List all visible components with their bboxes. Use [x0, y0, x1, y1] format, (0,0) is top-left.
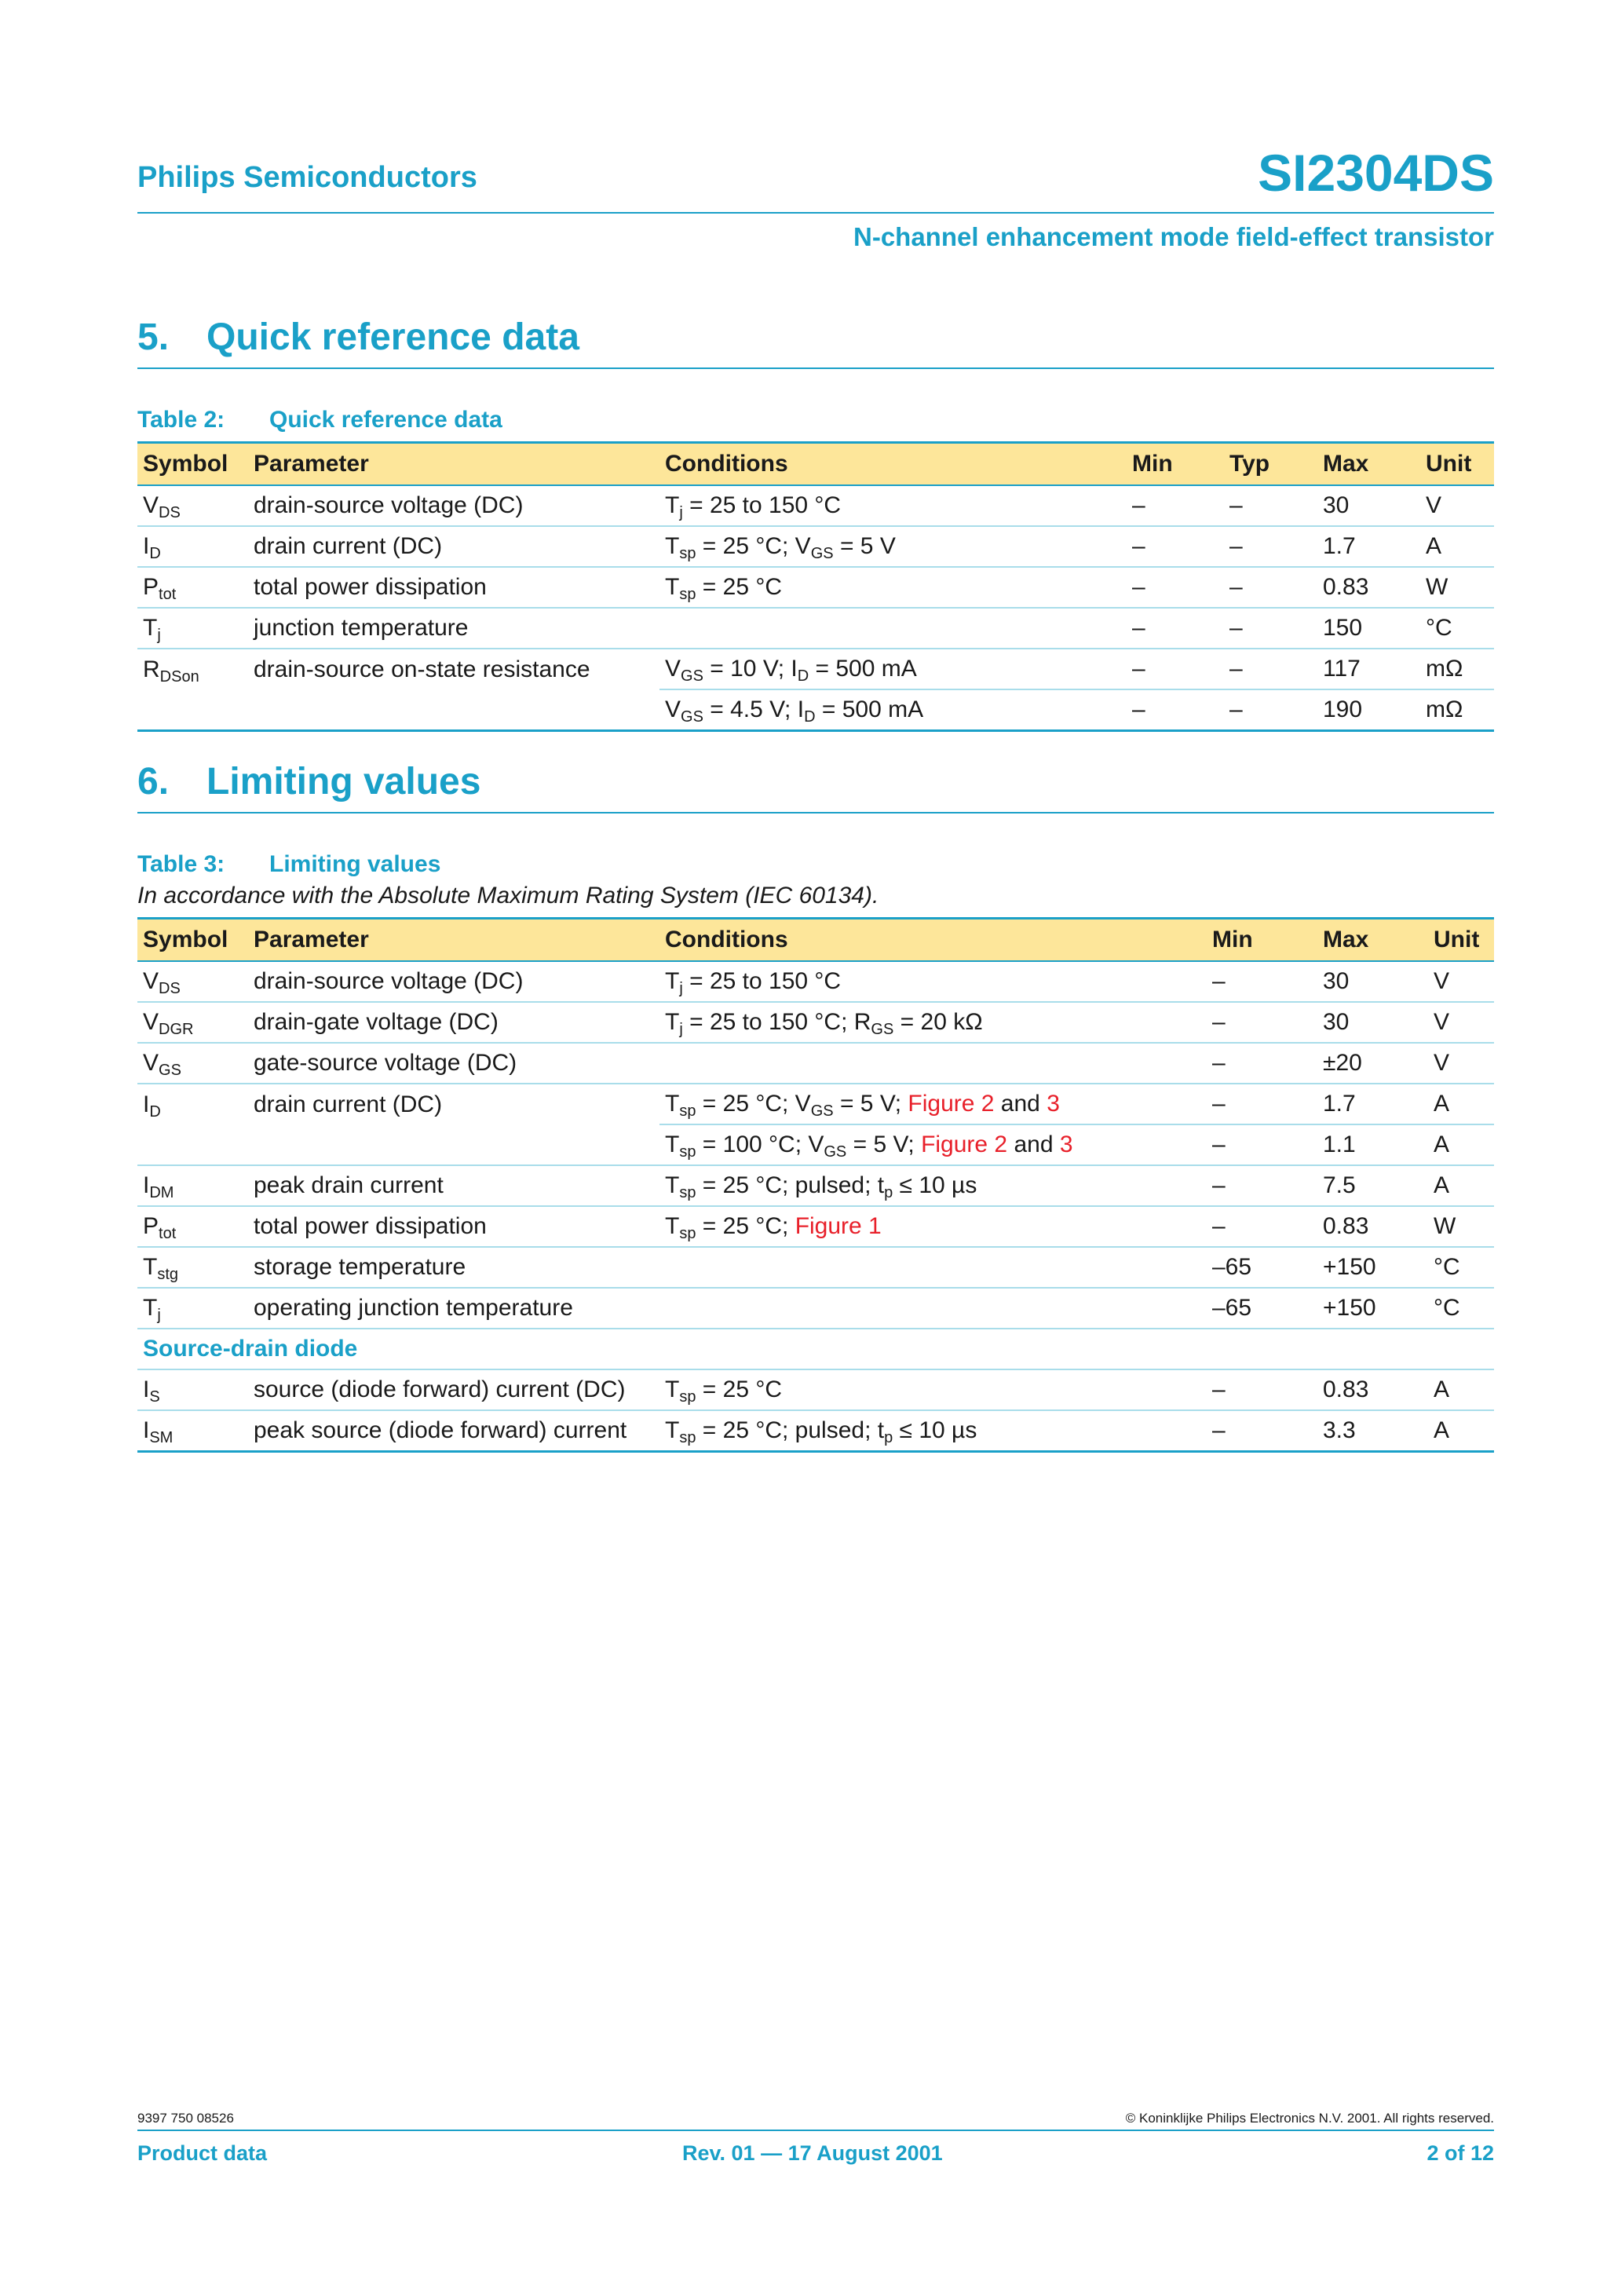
symbol-subscript: DS: [159, 980, 181, 997]
min-cell: –: [1207, 1410, 1317, 1452]
unit-cell: °C: [1428, 1288, 1494, 1329]
parameter-cell: total power dissipation: [248, 1206, 659, 1247]
max-cell: 1.1: [1317, 1124, 1428, 1165]
subscript: sp: [679, 1225, 696, 1242]
parameter-cell: peak source (diode forward) current: [248, 1410, 659, 1452]
subscript: GS: [810, 1102, 834, 1120]
parameter-cell: drain-gate voltage (DC): [248, 1002, 659, 1043]
symbol-cell: $I_S$: [137, 1369, 248, 1410]
typ-cell: –: [1224, 567, 1317, 608]
unit-cell: A: [1428, 1410, 1494, 1452]
column-header: Unit: [1428, 919, 1494, 962]
document-number: 9397 750 08526: [137, 2111, 234, 2126]
column-header: Unit: [1420, 443, 1494, 486]
symbol-cell: $V_{DGR}$: [137, 1002, 248, 1043]
conditions-cell: $T_j = 25$ to 150 °C: [659, 961, 1207, 1002]
typ-cell: –: [1224, 526, 1317, 567]
symbol-subscript: GS: [159, 1062, 181, 1079]
conditions-cell: $T_{sp} = 25$ °C; pulsed; $t_p \le 10$ µs: [659, 1410, 1207, 1452]
subscript: sp: [679, 1388, 696, 1406]
min-cell: –: [1127, 689, 1224, 731]
symbol-cell: $I_D$: [143, 1091, 161, 1121]
table-row: [137, 1165, 1494, 1206]
min-cell: –: [1207, 1084, 1317, 1124]
section-heading: Limiting values: [206, 761, 481, 803]
table-header-row: [137, 919, 1494, 962]
subscript: sp: [679, 1143, 696, 1161]
conditions-cell: $T_{sp} = 25$ °C: [659, 567, 1127, 608]
table-row: [137, 1410, 1494, 1452]
conditions-cell: [659, 1247, 1207, 1288]
table-2-caption: [137, 407, 502, 433]
conditions-cell: $T_j = 25$ to 150 °C: [659, 485, 1127, 526]
conditions-cell: $T_j = 25$ to 150 °C; $R_{GS} = 20$ kΩ: [659, 1002, 1207, 1043]
source-drain-diode-heading: Source-drain diode: [137, 1329, 1494, 1369]
subscript: j: [679, 980, 683, 997]
symbol-cell: $V_{GS}$: [137, 1043, 248, 1084]
unit-cell: A: [1428, 1084, 1494, 1124]
subscript: p: [884, 1429, 893, 1446]
symbol-subscript: tot: [159, 586, 177, 603]
section-5-title: [137, 316, 579, 359]
symbol-subscript: DM: [149, 1184, 174, 1201]
symbol-subscript: D: [149, 1102, 161, 1121]
symbol-subscript: DSon: [159, 667, 199, 686]
min-cell: –: [1207, 1002, 1317, 1043]
column-header: Parameter: [248, 443, 659, 486]
min-cell: –: [1127, 608, 1224, 649]
subscript: D: [797, 667, 809, 685]
unit-cell: mΩ: [1420, 689, 1494, 731]
symbol-subscript: DS: [159, 504, 181, 521]
unit-cell: V: [1428, 1002, 1494, 1043]
typ-cell: –: [1224, 689, 1317, 731]
symbol-cell: $I_D$: [137, 526, 248, 567]
figure-reference-link[interactable]: Figure 2: [921, 1132, 1008, 1157]
subheading-row: [137, 1329, 1494, 1369]
company-name: Philips Semiconductors: [137, 161, 477, 194]
table-row: [137, 1043, 1494, 1084]
subscript: sp: [679, 545, 696, 562]
max-cell: 7.5: [1317, 1165, 1428, 1206]
max-cell: 150: [1317, 608, 1420, 649]
conditions-cell: $V_{GS} = 4.5$ V; $I_D = 500$ mA: [659, 689, 1127, 731]
max-cell: 1.7: [1317, 1084, 1428, 1124]
subscript: sp: [679, 1429, 696, 1446]
symbol-cell: $T_j$: [137, 1288, 248, 1329]
conditions-cell: [659, 1043, 1207, 1084]
column-header: Min: [1207, 919, 1317, 962]
table-row: [137, 1288, 1494, 1329]
table-row: [137, 608, 1494, 649]
header-divider: [137, 212, 1494, 214]
parameter-cell: peak drain current: [248, 1165, 659, 1206]
table-title: Limiting values: [269, 851, 441, 877]
symbol-subscript: SM: [149, 1429, 174, 1446]
column-header: Max: [1317, 443, 1420, 486]
table-row: [137, 1247, 1494, 1288]
document-status: Product data: [137, 2141, 268, 2165]
column-header: Parameter: [248, 919, 659, 962]
table-row: [137, 961, 1494, 1002]
revision-date: Rev. 01 — 17 August 2001: [682, 2141, 943, 2165]
table-row: [137, 485, 1494, 526]
parameter-cell: drain current (DC): [254, 1091, 443, 1117]
limiting-values-table: [137, 917, 1494, 1453]
subscript: sp: [679, 1184, 696, 1201]
symbol-cell: [137, 1124, 248, 1165]
table-label: Table 3:: [137, 851, 225, 877]
figure-reference-link[interactable]: Figure 2: [908, 1091, 995, 1117]
symbol-subscript: D: [149, 545, 161, 562]
column-header: Conditions: [659, 919, 1207, 962]
subscript: D: [804, 708, 816, 726]
subscript: sp: [679, 586, 696, 603]
unit-cell: V: [1420, 485, 1494, 526]
column-header: Typ: [1224, 443, 1317, 486]
max-cell: 0.83: [1317, 1369, 1428, 1410]
column-header: Symbol: [137, 443, 248, 486]
table-row: [137, 1084, 1494, 1124]
symbol-cell: $T_{stg}$: [137, 1247, 248, 1288]
parameter-cell: total power dissipation: [248, 567, 659, 608]
conditions-cell: $V_{GS} = 10$ V; $I_D = 500$ mA: [659, 649, 1127, 689]
page-number: 2 of 12: [1427, 2141, 1494, 2165]
max-cell: 3.3: [1317, 1410, 1428, 1452]
copyright-notice: © Koninklijke Philips Electronics N.V. 2001. All rights reserved.: [1125, 2111, 1494, 2126]
table-row: [137, 1369, 1494, 1410]
footer-divider: [137, 2130, 1494, 2131]
conditions-cell: $T_{sp} = 25$ °C: [659, 1369, 1207, 1410]
max-cell: 117: [1317, 649, 1420, 689]
min-cell: –65: [1207, 1247, 1317, 1288]
subscript: GS: [824, 1143, 847, 1161]
unit-cell: mΩ: [1420, 649, 1494, 689]
max-cell: ±20: [1317, 1043, 1428, 1084]
figure-reference-link[interactable]: 3: [1059, 1132, 1073, 1157]
subscript: GS: [681, 667, 703, 685]
symbol-cell: $T_j$: [137, 608, 248, 649]
subscript: sp: [679, 1102, 696, 1120]
unit-cell: W: [1420, 567, 1494, 608]
conditions-cell: [659, 1288, 1207, 1329]
parameter-cell: drain current (DC): [248, 526, 659, 567]
parameter-cell: drain-source on-state resistance: [254, 656, 590, 682]
column-header: Conditions: [659, 443, 1127, 486]
max-cell: 30: [1317, 1002, 1428, 1043]
subscript: GS: [810, 545, 834, 562]
max-cell: 0.83: [1317, 567, 1420, 608]
subscript: j: [679, 504, 683, 521]
unit-cell: V: [1428, 1043, 1494, 1084]
table-row: [137, 567, 1494, 608]
table-title: Quick reference data: [269, 407, 502, 433]
parameter-cell: drain-source voltage (DC): [248, 485, 659, 526]
section-divider: [137, 367, 1494, 369]
symbol-cell: [137, 689, 248, 731]
column-header: Min: [1127, 443, 1224, 486]
unit-cell: °C: [1420, 608, 1494, 649]
parameter-cell: storage temperature: [248, 1247, 659, 1288]
table-label: Table 2:: [137, 407, 225, 433]
unit-cell: °C: [1428, 1247, 1494, 1288]
figure-reference-link[interactable]: Figure 1: [795, 1213, 882, 1239]
symbol-subscript: S: [149, 1388, 160, 1406]
typ-cell: –: [1224, 485, 1317, 526]
figure-reference-link[interactable]: 3: [1047, 1091, 1060, 1117]
parameter-cell: gate-source voltage (DC): [248, 1043, 659, 1084]
section-number: 5.: [137, 316, 170, 358]
section-divider: [137, 812, 1494, 813]
max-cell: 0.83: [1317, 1206, 1428, 1247]
typ-cell: –: [1224, 649, 1317, 689]
table-row: [137, 1002, 1494, 1043]
table-header-row: [137, 443, 1494, 486]
max-cell: +150: [1317, 1288, 1428, 1329]
min-cell: –: [1127, 526, 1224, 567]
max-cell: 30: [1317, 961, 1428, 1002]
table-row: [137, 1206, 1494, 1247]
symbol-subscript: tot: [159, 1225, 177, 1242]
unit-cell: A: [1420, 526, 1494, 567]
symbol-cell: $V_{DS}$: [137, 961, 248, 1002]
symbol-subscript: stg: [157, 1266, 179, 1283]
symbol-cell: $P_{tot}$: [137, 567, 248, 608]
max-cell: 190: [1317, 689, 1420, 731]
conditions-cell: $T_{sp} = 25$ °C; pulsed; $t_p \le 10$ µs: [659, 1165, 1207, 1206]
column-header: Max: [1317, 919, 1428, 962]
parameter-cell: source (diode forward) current (DC): [248, 1369, 659, 1410]
subscript: j: [679, 1021, 683, 1038]
min-cell: –: [1127, 485, 1224, 526]
conditions-cell: $T_{sp} = 100$ °C; $V_{GS} = 5$ V; Figure 2 and 3: [659, 1124, 1207, 1165]
symbol-subscript: j: [157, 627, 161, 644]
max-cell: 1.7: [1317, 526, 1420, 567]
unit-cell: A: [1428, 1124, 1494, 1165]
section-6-title: [137, 760, 480, 803]
max-cell: +150: [1317, 1247, 1428, 1288]
table-note: In accordance with the Absolute Maximum Rating System (IEC 60134).: [137, 883, 879, 909]
typ-cell: –: [1224, 608, 1317, 649]
table-row: [137, 689, 1494, 731]
min-cell: –: [1207, 1206, 1317, 1247]
symbol-cell: $P_{tot}$: [137, 1206, 248, 1247]
unit-cell: A: [1428, 1369, 1494, 1410]
symbol-subscript: j: [157, 1307, 161, 1324]
min-cell: –: [1207, 1043, 1317, 1084]
section-heading: Quick reference data: [206, 316, 579, 358]
table-row: [137, 1124, 1494, 1165]
max-cell: 30: [1317, 485, 1420, 526]
table-3-caption: [137, 851, 440, 878]
subscript: GS: [871, 1021, 894, 1038]
parameter-cell: junction temperature: [248, 608, 659, 649]
min-cell: –65: [1207, 1288, 1317, 1329]
conditions-cell: [659, 608, 1127, 649]
conditions-cell: $T_{sp} = 25$ °C; Figure 1: [659, 1206, 1207, 1247]
conditions-cell: $T_{sp} = 25$ °C; $V_{GS} = 5$ V; Figure 2 and 3: [659, 1084, 1207, 1124]
symbol-cell: $I_{DM}$: [137, 1165, 248, 1206]
min-cell: –: [1207, 1124, 1317, 1165]
quick-reference-table: [137, 441, 1494, 732]
section-number: 6.: [137, 761, 170, 803]
unit-cell: V: [1428, 961, 1494, 1002]
min-cell: –: [1127, 649, 1224, 689]
subscript: p: [884, 1184, 893, 1201]
conditions-cell: $T_{sp} = 25$ °C; $V_{GS} = 5$ V: [659, 526, 1127, 567]
symbol-cell: $R_{DSon}$: [143, 656, 199, 686]
part-number: SI2304DS: [1258, 144, 1494, 202]
column-header: Symbol: [137, 919, 248, 962]
min-cell: –: [1127, 567, 1224, 608]
parameter-cell: drain-source voltage (DC): [248, 961, 659, 1002]
parameter-cell: operating junction temperature: [248, 1288, 659, 1329]
subscript: GS: [681, 708, 703, 726]
symbol-cell: $I_{SM}$: [137, 1410, 248, 1452]
document-subtitle: N-channel enhancement mode field-effect transistor: [853, 222, 1494, 251]
parameter-cell: [248, 1124, 659, 1165]
symbol-cell: $V_{DS}$: [137, 485, 248, 526]
unit-cell: A: [1428, 1165, 1494, 1206]
unit-cell: W: [1428, 1206, 1494, 1247]
symbol-subscript: DGR: [159, 1021, 194, 1038]
table-row: [137, 526, 1494, 567]
min-cell: –: [1207, 1369, 1317, 1410]
min-cell: –: [1207, 961, 1317, 1002]
min-cell: –: [1207, 1165, 1317, 1206]
table-row: [137, 649, 1494, 689]
parameter-cell: [248, 689, 659, 731]
